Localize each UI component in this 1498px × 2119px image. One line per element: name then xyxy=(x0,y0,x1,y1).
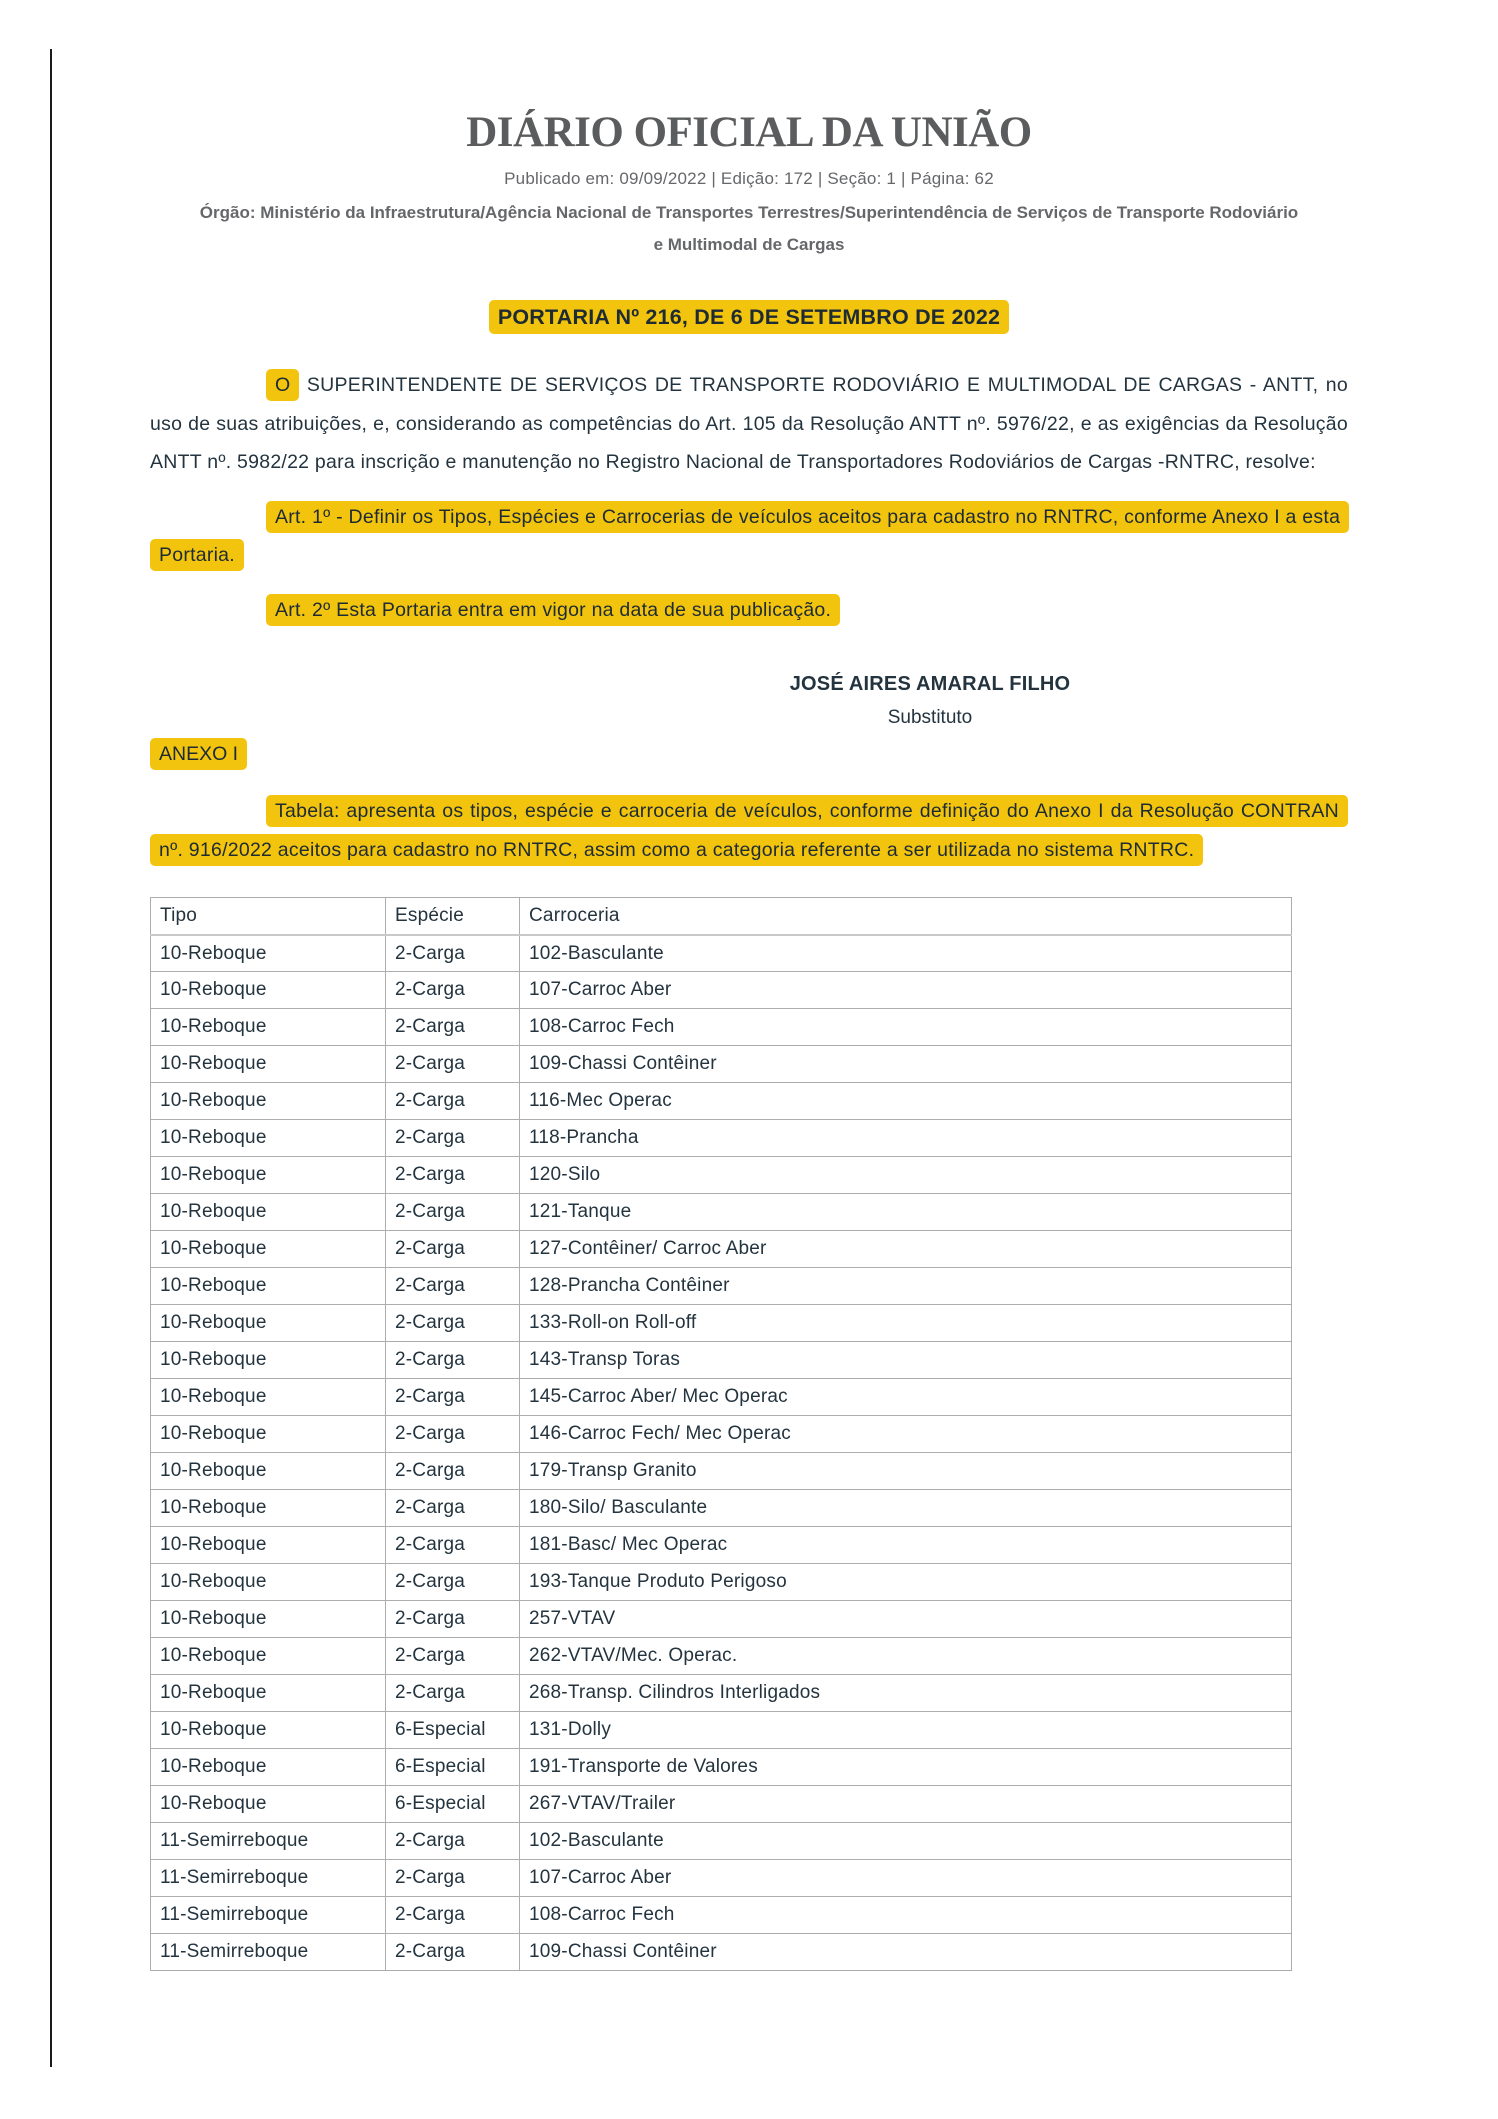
table-cell: 10-Reboque xyxy=(151,1305,386,1342)
table-row xyxy=(151,1749,1292,1786)
table-cell: 127-Contêiner/ Carroc Aber xyxy=(520,1231,1292,1268)
organ-line: Órgão: Ministério da Infraestrutura/Agência Nacional de Transportes Terrestres/Superintendência de Serviços de Transporte Rodoviário e Multimodal de Cargas xyxy=(199,203,1299,255)
table-cell: 2-Carga xyxy=(386,1305,520,1342)
table-cell: 2-Carga xyxy=(386,1046,520,1083)
table-cell: 10-Reboque xyxy=(151,1083,386,1120)
table-cell: 11-Semirreboque xyxy=(151,1823,386,1860)
table-cell: 10-Reboque xyxy=(151,1564,386,1601)
vehicle-table-head xyxy=(151,898,1292,935)
table-cell: 102-Basculante xyxy=(520,1823,1292,1860)
publication-info: Publicado em: 09/09/2022 | Edição: 172 | Seção: 1 | Página: 62 xyxy=(504,169,994,189)
table-row xyxy=(151,1601,1292,1638)
table-cell: 10-Reboque xyxy=(151,1268,386,1305)
table-cell: 10-Reboque xyxy=(151,1194,386,1231)
signature-role: Substituto xyxy=(887,707,973,729)
table-cell: 2-Carga xyxy=(386,1416,520,1453)
table-cell: 10-Reboque xyxy=(151,1009,386,1046)
table-cell: 131-Dolly xyxy=(520,1712,1292,1749)
table-cell: 108-Carroc Fech xyxy=(520,1009,1292,1046)
table-cell: 107-Carroc Aber xyxy=(520,972,1292,1009)
table-row xyxy=(151,1120,1292,1157)
table-row xyxy=(151,972,1292,1009)
table-cell: 109-Chassi Contêiner xyxy=(520,1934,1292,1971)
page-left-rule xyxy=(50,49,52,2067)
table-cell: 10-Reboque xyxy=(151,1601,386,1638)
table-cell: 2-Carga xyxy=(386,1379,520,1416)
table-cell: 2-Carga xyxy=(386,1231,520,1268)
table-cell: 2-Carga xyxy=(386,1268,520,1305)
table-cell: 2-Carga xyxy=(386,1638,520,1675)
table-cell: 2-Carga xyxy=(386,1009,520,1046)
table-cell: 10-Reboque xyxy=(151,1638,386,1675)
table-cell: 2-Carga xyxy=(386,935,520,972)
table-cell: 2-Carga xyxy=(386,1823,520,1860)
table-cell: 2-Carga xyxy=(386,1453,520,1490)
table-cell: 116-Mec Operac xyxy=(520,1083,1292,1120)
table-cell: 11-Semirreboque xyxy=(151,1934,386,1971)
table-cell: 6-Especial xyxy=(386,1749,520,1786)
table-cell: 10-Reboque xyxy=(151,1490,386,1527)
annex-note-text: Tabela: apresenta os tipos, espécie e carroceria de veículos, conforme definição do Anexo I da Resolução CONTRAN nº. 916/2022 aceitos para cadastro no RNTRC, assim como a categoria referente a ser utilizada no sistema RNTRC. xyxy=(150,795,1348,866)
table-row xyxy=(151,1527,1292,1564)
signature-name: JOSÉ AIRES AMARAL FILHO xyxy=(789,673,1071,696)
table-cell: 145-Carroc Aber/ Mec Operac xyxy=(520,1379,1292,1416)
annex-note-paragraph xyxy=(150,792,1348,869)
table-row xyxy=(151,1342,1292,1379)
table-cell: 10-Reboque xyxy=(151,972,386,1009)
annex-label-wrap xyxy=(150,743,1348,766)
table-cell: 10-Reboque xyxy=(151,1712,386,1749)
table-row xyxy=(151,1009,1292,1046)
table-cell: 109-Chassi Contêiner xyxy=(520,1046,1292,1083)
table-cell: 108-Carroc Fech xyxy=(520,1897,1292,1934)
table-cell: 181-Basc/ Mec Operac xyxy=(520,1527,1292,1564)
table-cell: 179-Transp Granito xyxy=(520,1453,1292,1490)
table-cell: 6-Especial xyxy=(386,1786,520,1823)
table-cell: 10-Reboque xyxy=(151,1231,386,1268)
table-row xyxy=(151,1860,1292,1897)
table-cell: 2-Carga xyxy=(386,1157,520,1194)
table-cell: 257-VTAV xyxy=(520,1601,1292,1638)
table-cell: 193-Tanque Produto Perigoso xyxy=(520,1564,1292,1601)
column-header-carroceria: Carroceria xyxy=(520,898,1292,935)
portaria-title: PORTARIA Nº 216, DE 6 DE SETEMBRO DE 2022 xyxy=(489,300,1009,334)
portaria-title-wrap xyxy=(150,305,1348,330)
table-row xyxy=(151,1786,1292,1823)
table-cell: 2-Carga xyxy=(386,1527,520,1564)
article-content xyxy=(150,305,1348,1971)
table-cell: 2-Carga xyxy=(386,1083,520,1120)
table-cell: 2-Carga xyxy=(386,1934,520,1971)
table-cell: 11-Semirreboque xyxy=(151,1897,386,1934)
table-row xyxy=(151,1564,1292,1601)
table-row xyxy=(151,1268,1292,1305)
table-row xyxy=(151,1157,1292,1194)
table-row xyxy=(151,1416,1292,1453)
table-row xyxy=(151,1934,1292,1971)
table-cell: 10-Reboque xyxy=(151,1416,386,1453)
table-row xyxy=(151,935,1292,972)
table-cell: 10-Reboque xyxy=(151,1749,386,1786)
table-cell: 2-Carga xyxy=(386,1120,520,1157)
table-cell: 146-Carroc Fech/ Mec Operac xyxy=(520,1416,1292,1453)
table-cell: 118-Prancha xyxy=(520,1120,1292,1157)
table-cell: 10-Reboque xyxy=(151,1527,386,1564)
table-row xyxy=(151,1712,1292,1749)
column-header-especie: Espécie xyxy=(386,898,520,935)
column-header-tipo: Tipo xyxy=(151,898,386,935)
table-cell: 10-Reboque xyxy=(151,1675,386,1712)
table-cell: 2-Carga xyxy=(386,1564,520,1601)
table-cell: 10-Reboque xyxy=(151,1342,386,1379)
table-cell: 2-Carga xyxy=(386,1342,520,1379)
table-cell: 133-Roll-on Roll-off xyxy=(520,1305,1292,1342)
table-cell: 107-Carroc Aber xyxy=(520,1860,1292,1897)
vehicle-table xyxy=(150,897,1292,1971)
table-cell: 2-Carga xyxy=(386,1675,520,1712)
table-cell: 191-Transporte de Valores xyxy=(520,1749,1292,1786)
table-cell: 11-Semirreboque xyxy=(151,1860,386,1897)
table-row xyxy=(151,1675,1292,1712)
art1-paragraph xyxy=(150,498,1348,575)
table-cell: 143-Transp Toras xyxy=(520,1342,1292,1379)
table-row xyxy=(151,1379,1292,1416)
table-cell: 2-Carga xyxy=(386,1601,520,1638)
table-cell: 2-Carga xyxy=(386,1860,520,1897)
table-cell: 2-Carga xyxy=(386,1194,520,1231)
table-row xyxy=(151,1638,1292,1675)
table-cell: 10-Reboque xyxy=(151,1046,386,1083)
signature-block xyxy=(512,673,1348,729)
table-cell: 102-Basculante xyxy=(520,935,1292,972)
table-cell: 10-Reboque xyxy=(151,1379,386,1416)
table-cell: 262-VTAV/Mec. Operac. xyxy=(520,1638,1292,1675)
table-header-row xyxy=(151,898,1292,935)
table-cell: 2-Carga xyxy=(386,1897,520,1934)
table-row xyxy=(151,1490,1292,1527)
opening-text: SUPERINTENDENTE DE SERVIÇOS DE TRANSPORTE RODOVIÁRIO E MULTIMODAL DE CARGAS - ANTT, no uso de suas atribuições, e, considerando as competências do Art. 105 da Resolução ANTT nº. 5976/22, e as exigências da Resolução ANTT nº. 5982/22 para inscrição e manutenção no Registro Nacional de Transportadores Rodoviários de Cargas -RNTRC, resolve: xyxy=(150,374,1348,474)
table-cell: 180-Silo/ Basculante xyxy=(520,1490,1292,1527)
table-row xyxy=(151,1897,1292,1934)
masthead-title: DIÁRIO OFICIAL DA UNIÃO xyxy=(466,109,1032,156)
table-row xyxy=(151,1453,1292,1490)
table-cell: 2-Carga xyxy=(386,972,520,1009)
table-cell: 120-Silo xyxy=(520,1157,1292,1194)
art2-text: Art. 2º Esta Portaria entra em vigor na data de sua publicação. xyxy=(266,594,840,626)
table-row xyxy=(151,1194,1292,1231)
vehicle-table-body xyxy=(151,935,1292,1971)
table-cell: 10-Reboque xyxy=(151,1453,386,1490)
art1-text: Art. 1º - Definir os Tipos, Espécies e Carrocerias de veículos aceitos para cadastro no RNTRC, conforme Anexo I a esta Portaria. xyxy=(150,501,1349,572)
table-row xyxy=(151,1823,1292,1860)
table-cell: 121-Tanque xyxy=(520,1194,1292,1231)
table-row xyxy=(151,1305,1292,1342)
highlighted-letter: O xyxy=(266,369,299,401)
table-cell: 10-Reboque xyxy=(151,935,386,972)
table-cell: 10-Reboque xyxy=(151,1157,386,1194)
table-row xyxy=(151,1231,1292,1268)
table-row xyxy=(151,1046,1292,1083)
table-cell: 10-Reboque xyxy=(151,1786,386,1823)
annex-label: ANEXO I xyxy=(150,738,247,770)
table-cell: 10-Reboque xyxy=(151,1120,386,1157)
opening-paragraph xyxy=(150,366,1348,482)
art2-paragraph xyxy=(150,591,1348,630)
table-cell: 268-Transp. Cilindros Interligados xyxy=(520,1675,1292,1712)
table-cell: 128-Prancha Contêiner xyxy=(520,1268,1292,1305)
table-cell: 267-VTAV/Trailer xyxy=(520,1786,1292,1823)
table-cell: 6-Especial xyxy=(386,1712,520,1749)
table-row xyxy=(151,1083,1292,1120)
table-cell: 2-Carga xyxy=(386,1490,520,1527)
masthead xyxy=(0,0,1498,261)
